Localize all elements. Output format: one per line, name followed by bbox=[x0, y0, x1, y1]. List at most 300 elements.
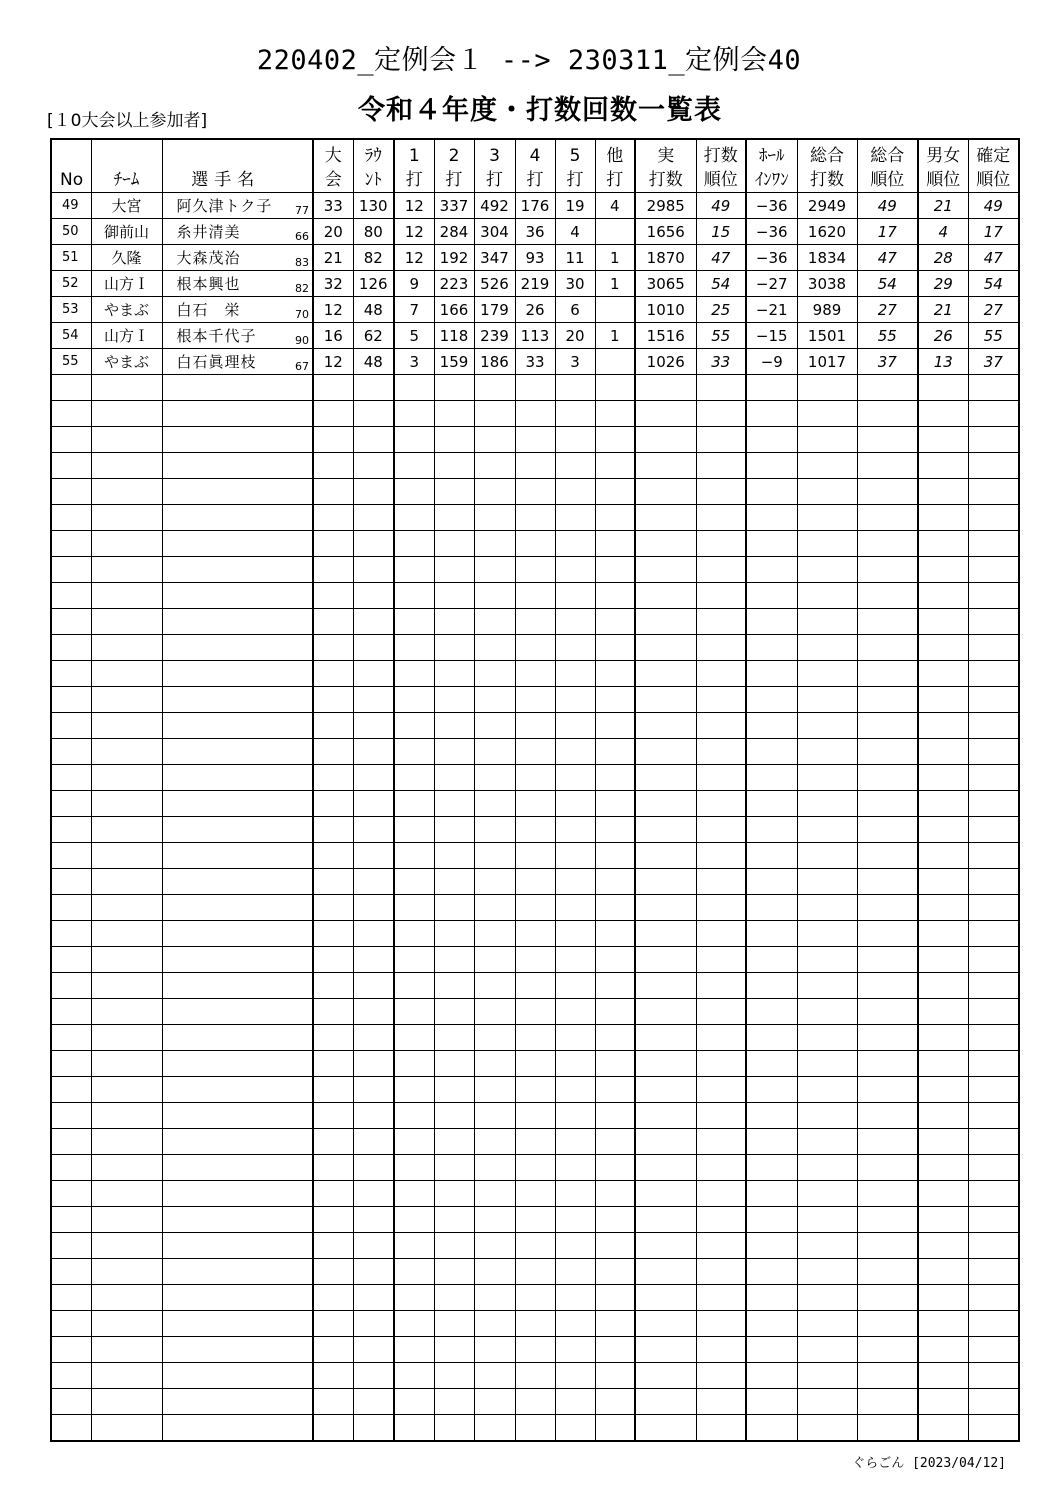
cell-team bbox=[91, 1077, 162, 1103]
cell-h3 bbox=[474, 1311, 515, 1337]
cell-tournaments bbox=[313, 687, 353, 713]
cell-total-strokes bbox=[797, 947, 857, 973]
cell-age bbox=[289, 401, 313, 427]
cell-age bbox=[289, 1389, 313, 1415]
cell-rounds bbox=[353, 1129, 394, 1155]
cell-h5 bbox=[555, 817, 595, 843]
cell-tournaments bbox=[313, 557, 353, 583]
cell-actual bbox=[635, 453, 696, 479]
cell-total-rank: 49 bbox=[857, 193, 918, 219]
empty-row bbox=[51, 1259, 1019, 1285]
cell-hio bbox=[746, 1025, 797, 1051]
cell-name: 阿久津トク子 bbox=[162, 193, 289, 219]
cell-age bbox=[289, 999, 313, 1025]
cell-no bbox=[51, 1233, 91, 1259]
cell-h4 bbox=[515, 635, 555, 661]
cell-h3 bbox=[474, 401, 515, 427]
cell-rounds bbox=[353, 973, 394, 999]
cell-h3 bbox=[474, 869, 515, 895]
cell-other bbox=[595, 531, 635, 557]
cell-h1: 12 bbox=[394, 245, 434, 271]
cell-h3 bbox=[474, 1181, 515, 1207]
cell-name bbox=[162, 635, 289, 661]
cell-strokes-rank: 49 bbox=[696, 193, 746, 219]
cell-age bbox=[289, 1025, 313, 1051]
cell-total-rank bbox=[857, 661, 918, 687]
cell-h4 bbox=[515, 1389, 555, 1415]
cell-h5 bbox=[555, 895, 595, 921]
cell-name bbox=[162, 505, 289, 531]
cell-final-rank: 55 bbox=[968, 323, 1019, 349]
cell-h2 bbox=[434, 427, 474, 453]
cell-strokes-rank: 25 bbox=[696, 297, 746, 323]
cell-team: やまぶ bbox=[91, 349, 162, 375]
cell-h3 bbox=[474, 791, 515, 817]
cell-h5 bbox=[555, 1103, 595, 1129]
cell-hio: −27 bbox=[746, 271, 797, 297]
cell-hio bbox=[746, 739, 797, 765]
cell-h1 bbox=[394, 1285, 434, 1311]
cell-gender-rank bbox=[918, 1363, 968, 1389]
cell-strokes-rank bbox=[696, 1259, 746, 1285]
cell-strokes-rank bbox=[696, 1077, 746, 1103]
cell-age bbox=[289, 1155, 313, 1181]
cell-h3 bbox=[474, 1077, 515, 1103]
cell-h5 bbox=[555, 1051, 595, 1077]
cell-h5: 30 bbox=[555, 271, 595, 297]
cell-rounds bbox=[353, 921, 394, 947]
cell-h2: 159 bbox=[434, 349, 474, 375]
cell-other bbox=[595, 687, 635, 713]
cell-other bbox=[595, 1233, 635, 1259]
cell-team bbox=[91, 1363, 162, 1389]
cell-total-strokes: 1620 bbox=[797, 219, 857, 245]
cell-gender-rank bbox=[918, 1051, 968, 1077]
cell-rounds bbox=[353, 1077, 394, 1103]
cell-hio bbox=[746, 947, 797, 973]
cell-name bbox=[162, 999, 289, 1025]
cell-h1 bbox=[394, 1103, 434, 1129]
cell-final-rank bbox=[968, 843, 1019, 869]
cell-total-rank bbox=[857, 1025, 918, 1051]
cell-strokes-rank bbox=[696, 895, 746, 921]
cell-name bbox=[162, 1233, 289, 1259]
cell-tournaments bbox=[313, 791, 353, 817]
cell-team bbox=[91, 1129, 162, 1155]
cell-actual bbox=[635, 973, 696, 999]
cell-other bbox=[595, 713, 635, 739]
cell-other bbox=[595, 583, 635, 609]
cell-gender-rank: 28 bbox=[918, 245, 968, 271]
cell-total-rank bbox=[857, 1363, 918, 1389]
cell-other bbox=[595, 1207, 635, 1233]
cell-team: 久隆 bbox=[91, 245, 162, 271]
cell-total-rank bbox=[857, 1311, 918, 1337]
cell-h3: 492 bbox=[474, 193, 515, 219]
cell-actual bbox=[635, 1233, 696, 1259]
header-final-rank: 確定 順位 bbox=[968, 139, 1019, 193]
cell-no bbox=[51, 1103, 91, 1129]
cell-h3 bbox=[474, 817, 515, 843]
cell-team: 山方Ｉ bbox=[91, 271, 162, 297]
cell-strokes-rank bbox=[696, 1155, 746, 1181]
cell-tournaments bbox=[313, 895, 353, 921]
cell-actual bbox=[635, 947, 696, 973]
cell-h3 bbox=[474, 1103, 515, 1129]
cell-h2 bbox=[434, 1389, 474, 1415]
cell-no bbox=[51, 713, 91, 739]
cell-age bbox=[289, 713, 313, 739]
cell-h5 bbox=[555, 609, 595, 635]
cell-team bbox=[91, 1259, 162, 1285]
header-player-name: 選手名 bbox=[162, 139, 289, 193]
cell-h2: 166 bbox=[434, 297, 474, 323]
cell-gender-rank bbox=[918, 765, 968, 791]
cell-h3 bbox=[474, 921, 515, 947]
cell-rounds bbox=[353, 401, 394, 427]
cell-tournaments bbox=[313, 1025, 353, 1051]
cell-h5 bbox=[555, 843, 595, 869]
cell-actual bbox=[635, 1155, 696, 1181]
cell-rounds bbox=[353, 1285, 394, 1311]
header-stroke-1: 1 打 bbox=[394, 139, 434, 193]
cell-total-strokes bbox=[797, 1051, 857, 1077]
cell-strokes-rank bbox=[696, 661, 746, 687]
footer-credit: ぐらごん [2023/04/12] bbox=[852, 1456, 1006, 1471]
cell-total-rank: 17 bbox=[857, 219, 918, 245]
cell-name bbox=[162, 1311, 289, 1337]
cell-actual bbox=[635, 505, 696, 531]
cell-h5 bbox=[555, 375, 595, 401]
cell-hio bbox=[746, 427, 797, 453]
cell-name bbox=[162, 1337, 289, 1363]
cell-gender-rank bbox=[918, 531, 968, 557]
cell-rounds bbox=[353, 739, 394, 765]
cell-no bbox=[51, 453, 91, 479]
cell-tournaments bbox=[313, 505, 353, 531]
cell-actual bbox=[635, 921, 696, 947]
cell-h5 bbox=[555, 427, 595, 453]
cell-h5 bbox=[555, 1155, 595, 1181]
cell-age bbox=[289, 1129, 313, 1155]
cell-h2 bbox=[434, 401, 474, 427]
cell-h4 bbox=[515, 921, 555, 947]
cell-h4 bbox=[515, 1103, 555, 1129]
cell-actual bbox=[635, 1077, 696, 1103]
cell-total-rank bbox=[857, 1207, 918, 1233]
cell-actual: 3065 bbox=[635, 271, 696, 297]
cell-h5 bbox=[555, 583, 595, 609]
cell-hio bbox=[746, 1363, 797, 1389]
cell-age bbox=[289, 947, 313, 973]
cell-h2 bbox=[434, 375, 474, 401]
cell-other bbox=[595, 739, 635, 765]
cell-name bbox=[162, 531, 289, 557]
header-hole-in-one: ﾎｰﾙ ｲﾝﾜﾝ bbox=[746, 139, 797, 193]
table-row bbox=[51, 271, 1019, 297]
cell-no bbox=[51, 1389, 91, 1415]
cell-total-strokes bbox=[797, 1389, 857, 1415]
header-total-rank: 総合 順位 bbox=[857, 139, 918, 193]
cell-rounds bbox=[353, 1051, 394, 1077]
cell-gender-rank bbox=[918, 1103, 968, 1129]
cell-age bbox=[289, 505, 313, 531]
cell-total-strokes bbox=[797, 427, 857, 453]
cell-total-strokes bbox=[797, 1025, 857, 1051]
cell-other: 4 bbox=[595, 193, 635, 219]
cell-rounds bbox=[353, 947, 394, 973]
cell-tournaments bbox=[313, 1181, 353, 1207]
cell-name bbox=[162, 583, 289, 609]
cell-tournaments bbox=[313, 713, 353, 739]
cell-actual bbox=[635, 791, 696, 817]
cell-h5: 19 bbox=[555, 193, 595, 219]
cell-team bbox=[91, 453, 162, 479]
cell-final-rank bbox=[968, 1155, 1019, 1181]
cell-gender-rank bbox=[918, 557, 968, 583]
cell-total-rank bbox=[857, 1233, 918, 1259]
cell-rounds: 80 bbox=[353, 219, 394, 245]
cell-h5 bbox=[555, 1207, 595, 1233]
cell-h2 bbox=[434, 947, 474, 973]
cell-other bbox=[595, 999, 635, 1025]
cell-h4: 36 bbox=[515, 219, 555, 245]
cell-final-rank: 54 bbox=[968, 271, 1019, 297]
cell-h3: 239 bbox=[474, 323, 515, 349]
cell-h2 bbox=[434, 921, 474, 947]
cell-name bbox=[162, 661, 289, 687]
cell-tournaments bbox=[313, 1233, 353, 1259]
cell-h4 bbox=[515, 531, 555, 557]
cell-h4 bbox=[515, 1025, 555, 1051]
cell-h3: 186 bbox=[474, 349, 515, 375]
cell-other bbox=[595, 843, 635, 869]
cell-h2 bbox=[434, 1311, 474, 1337]
cell-h2 bbox=[434, 453, 474, 479]
cell-h5: 11 bbox=[555, 245, 595, 271]
cell-h4 bbox=[515, 869, 555, 895]
cell-rounds: 126 bbox=[353, 271, 394, 297]
cell-h1 bbox=[394, 1025, 434, 1051]
cell-tournaments bbox=[313, 1259, 353, 1285]
cell-actual bbox=[635, 479, 696, 505]
cell-rounds: 130 bbox=[353, 193, 394, 219]
empty-row bbox=[51, 1077, 1019, 1103]
cell-actual bbox=[635, 661, 696, 687]
cell-actual bbox=[635, 1025, 696, 1051]
cell-h1 bbox=[394, 375, 434, 401]
cell-other bbox=[595, 1389, 635, 1415]
cell-team bbox=[91, 1025, 162, 1051]
cell-team bbox=[91, 1337, 162, 1363]
cell-age: 67 bbox=[289, 349, 313, 375]
cell-hio bbox=[746, 1129, 797, 1155]
cell-strokes-rank bbox=[696, 713, 746, 739]
cell-hio bbox=[746, 921, 797, 947]
cell-hio bbox=[746, 583, 797, 609]
cell-team bbox=[91, 1103, 162, 1129]
cell-age bbox=[289, 557, 313, 583]
cell-h1 bbox=[394, 1337, 434, 1363]
cell-h4 bbox=[515, 1155, 555, 1181]
empty-row bbox=[51, 1311, 1019, 1337]
cell-h1: 7 bbox=[394, 297, 434, 323]
cell-total-strokes: 2949 bbox=[797, 193, 857, 219]
cell-age bbox=[289, 1415, 313, 1442]
cell-tournaments bbox=[313, 1337, 353, 1363]
cell-strokes-rank bbox=[696, 739, 746, 765]
cell-rounds bbox=[353, 895, 394, 921]
cell-age bbox=[289, 1337, 313, 1363]
cell-other bbox=[595, 921, 635, 947]
cell-other bbox=[595, 505, 635, 531]
cell-rounds bbox=[353, 687, 394, 713]
cell-h4 bbox=[515, 505, 555, 531]
cell-no: 53 bbox=[51, 297, 91, 323]
cell-actual bbox=[635, 427, 696, 453]
cell-total-rank bbox=[857, 713, 918, 739]
cell-tournaments bbox=[313, 1363, 353, 1389]
cell-strokes-rank bbox=[696, 817, 746, 843]
cell-other: 1 bbox=[595, 323, 635, 349]
header-total-strokes: 総合 打数 bbox=[797, 139, 857, 193]
empty-row bbox=[51, 1285, 1019, 1311]
empty-row bbox=[51, 895, 1019, 921]
cell-age bbox=[289, 843, 313, 869]
cell-team bbox=[91, 1233, 162, 1259]
cell-h4 bbox=[515, 375, 555, 401]
cell-h5 bbox=[555, 1233, 595, 1259]
cell-h2 bbox=[434, 999, 474, 1025]
cell-gender-rank bbox=[918, 1181, 968, 1207]
cell-actual bbox=[635, 1259, 696, 1285]
cell-team bbox=[91, 869, 162, 895]
cell-h1 bbox=[394, 713, 434, 739]
cell-age bbox=[289, 1207, 313, 1233]
cell-h2 bbox=[434, 843, 474, 869]
cell-tournaments bbox=[313, 1311, 353, 1337]
cell-h1 bbox=[394, 1155, 434, 1181]
empty-row bbox=[51, 947, 1019, 973]
cell-final-rank bbox=[968, 1025, 1019, 1051]
cell-name bbox=[162, 973, 289, 999]
cell-team bbox=[91, 739, 162, 765]
cell-total-rank bbox=[857, 739, 918, 765]
cell-hio bbox=[746, 817, 797, 843]
cell-total-strokes bbox=[797, 869, 857, 895]
cell-h5 bbox=[555, 1259, 595, 1285]
cell-h4 bbox=[515, 1415, 555, 1442]
cell-strokes-rank bbox=[696, 401, 746, 427]
cell-team bbox=[91, 973, 162, 999]
cell-final-rank bbox=[968, 1389, 1019, 1415]
cell-no bbox=[51, 921, 91, 947]
cell-team bbox=[91, 583, 162, 609]
cell-strokes-rank bbox=[696, 1233, 746, 1259]
cell-no bbox=[51, 869, 91, 895]
table-row bbox=[51, 297, 1019, 323]
cell-tournaments bbox=[313, 999, 353, 1025]
cell-rounds bbox=[353, 999, 394, 1025]
cell-h3 bbox=[474, 1389, 515, 1415]
empty-row bbox=[51, 921, 1019, 947]
cell-name: 白石 栄 bbox=[162, 297, 289, 323]
cell-total-strokes bbox=[797, 1363, 857, 1389]
cell-final-rank bbox=[968, 583, 1019, 609]
cell-actual bbox=[635, 1285, 696, 1311]
cell-name bbox=[162, 479, 289, 505]
cell-tournaments bbox=[313, 843, 353, 869]
cell-h3 bbox=[474, 739, 515, 765]
cell-h5 bbox=[555, 999, 595, 1025]
cell-total-rank bbox=[857, 999, 918, 1025]
cell-h2 bbox=[434, 1103, 474, 1129]
cell-hio bbox=[746, 1415, 797, 1442]
cell-total-rank: 55 bbox=[857, 323, 918, 349]
cell-age bbox=[289, 1181, 313, 1207]
cell-rounds bbox=[353, 1259, 394, 1285]
cell-other bbox=[595, 973, 635, 999]
cell-gender-rank bbox=[918, 1155, 968, 1181]
cell-no: 52 bbox=[51, 271, 91, 297]
cell-other bbox=[595, 1337, 635, 1363]
cell-name bbox=[162, 427, 289, 453]
cell-total-strokes bbox=[797, 505, 857, 531]
cell-total-rank bbox=[857, 921, 918, 947]
cell-h1 bbox=[394, 505, 434, 531]
cell-h3 bbox=[474, 895, 515, 921]
cell-total-strokes bbox=[797, 713, 857, 739]
cell-final-rank bbox=[968, 895, 1019, 921]
cell-team bbox=[91, 427, 162, 453]
cell-actual bbox=[635, 1363, 696, 1389]
empty-row bbox=[51, 583, 1019, 609]
cell-hio bbox=[746, 1103, 797, 1129]
cell-h4: 176 bbox=[515, 193, 555, 219]
cell-name bbox=[162, 375, 289, 401]
empty-row bbox=[51, 1415, 1019, 1442]
cell-strokes-rank: 15 bbox=[696, 219, 746, 245]
cell-no bbox=[51, 1051, 91, 1077]
cell-name bbox=[162, 557, 289, 583]
cell-total-strokes bbox=[797, 1233, 857, 1259]
cell-final-rank bbox=[968, 1285, 1019, 1311]
cell-h5 bbox=[555, 1181, 595, 1207]
cell-team bbox=[91, 401, 162, 427]
cell-total-rank bbox=[857, 973, 918, 999]
cell-no bbox=[51, 375, 91, 401]
cell-h4: 93 bbox=[515, 245, 555, 271]
cell-h2: 284 bbox=[434, 219, 474, 245]
cell-final-rank bbox=[968, 765, 1019, 791]
empty-row bbox=[51, 427, 1019, 453]
cell-no bbox=[51, 999, 91, 1025]
cell-h2 bbox=[434, 765, 474, 791]
cell-name bbox=[162, 947, 289, 973]
cell-strokes-rank: 54 bbox=[696, 271, 746, 297]
cell-h3 bbox=[474, 375, 515, 401]
header-actual-strokes: 実 打数 bbox=[635, 139, 696, 193]
cell-h5 bbox=[555, 1129, 595, 1155]
cell-h1 bbox=[394, 661, 434, 687]
header-strokes-rank: 打数 順位 bbox=[696, 139, 746, 193]
cell-total-strokes bbox=[797, 739, 857, 765]
header-team: ﾁｰﾑ bbox=[91, 139, 162, 193]
cell-tournaments bbox=[313, 1129, 353, 1155]
cell-total-strokes bbox=[797, 557, 857, 583]
cell-h5 bbox=[555, 1311, 595, 1337]
cell-no bbox=[51, 609, 91, 635]
